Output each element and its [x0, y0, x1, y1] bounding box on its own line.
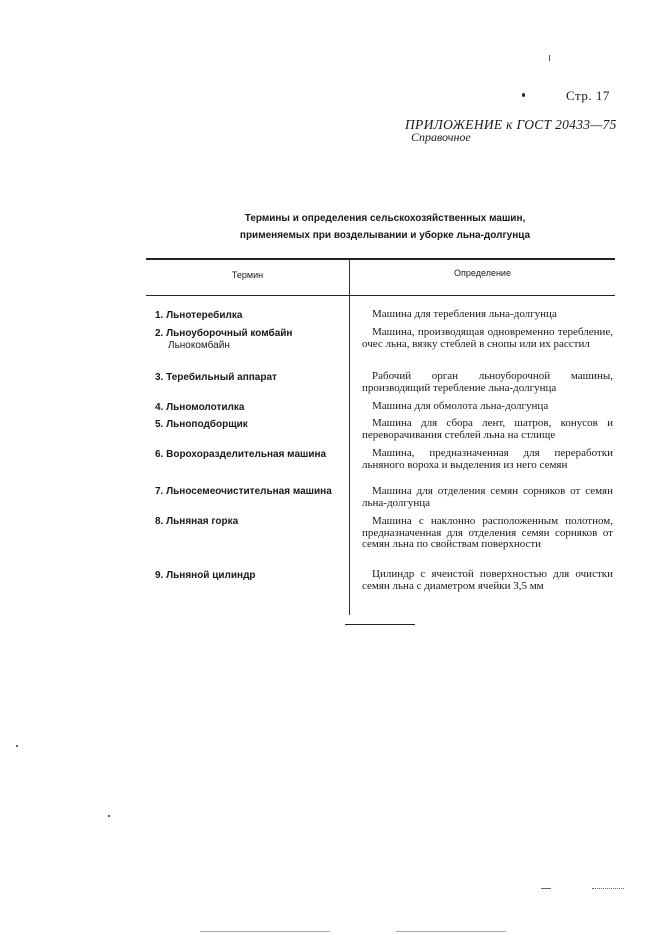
term-label: 9. Льняной цилиндр [155, 570, 256, 581]
term-row-8 [155, 516, 345, 528]
table-top-rule [146, 258, 615, 260]
term-label: 5. Льноподборщик [155, 419, 248, 430]
term-label: 7. Льносемеочистительная машина [155, 486, 332, 497]
heading-line-1: Термины и определения сельскохозяйственных машин, [244, 213, 526, 224]
column-header-term: Термин [231, 270, 264, 280]
term-row-3 [155, 372, 345, 384]
definition-row-9: Цилиндр с ячеистой поверхностью для очистки семян льна с диаметром ячейки 3,5 мм [362, 568, 613, 592]
term-label: 6. Ворохоразделительная машина [155, 449, 327, 460]
appendix-subtitle: Справочное [411, 130, 471, 144]
scan-dots [592, 888, 624, 890]
term-label: 8. Льняная горка [155, 516, 239, 527]
term-synonym: Льнокомбайн [168, 340, 230, 351]
appendix-title: ПРИЛОЖЕНИЕ к ГОСТ 20433—75 [405, 117, 617, 132]
definition-row-4: Машина для обмолота льна-долгунца [372, 400, 549, 412]
term-label: 1. Льнотеребилка [155, 310, 243, 321]
term-label: 2. Льноуборочный комбайн [155, 328, 293, 339]
page-bottom-line [396, 931, 506, 932]
document-heading [190, 210, 580, 244]
heading-line-2: применяемых при возделывании и уборке льна-долгунца [239, 230, 531, 241]
scan-dash [541, 888, 551, 889]
page-bottom-line [200, 931, 330, 932]
column-header-definition: Определение [454, 268, 511, 278]
definition-row-2: Машина, производящая одновременно теребление, очес льна, вязку стеблей в снопы или их расстил [362, 326, 613, 350]
term-row-5 [155, 419, 345, 431]
definition-row-5: Машина для сбора лент, шатров, конусов и переворачивания стеблей льна на стлище [362, 417, 613, 441]
definition-row-7: Машина для отделения семян сорняков от семян льна-долгунца [362, 485, 613, 509]
term-label: 3. Теребильный аппарат [155, 372, 277, 383]
scan-speck [108, 815, 110, 817]
definition-row-3: Рабочий орган льноуборочной машины, производящий теребление льна-долгунца [362, 370, 613, 394]
term-label: 4. Льномолотилка [155, 402, 245, 413]
scan-speck [16, 745, 18, 747]
scan-mark [549, 55, 550, 61]
definition-row-8: Машина с наклонно расположенным полотном, предназначенная для отделения семян сорняков от семян льна по свойствам поверхности [362, 515, 613, 550]
definition-row-1: Машина для теребления льна-долгунца [372, 308, 557, 320]
table-header-rule [146, 295, 615, 296]
term-row-2 [155, 328, 345, 352]
page-number: Стр. 17 [566, 88, 610, 103]
scan-dot [522, 93, 525, 97]
term-row-6 [155, 449, 345, 461]
column-divider [349, 259, 350, 615]
definition-row-6: Машина, предназначенная для переработки льняного вороха и выделения из него семян [362, 447, 613, 471]
term-row-7 [155, 486, 345, 498]
table-end-rule [345, 624, 415, 625]
term-row-1 [155, 310, 345, 322]
term-row-9 [155, 570, 345, 582]
term-row-4 [155, 402, 345, 414]
